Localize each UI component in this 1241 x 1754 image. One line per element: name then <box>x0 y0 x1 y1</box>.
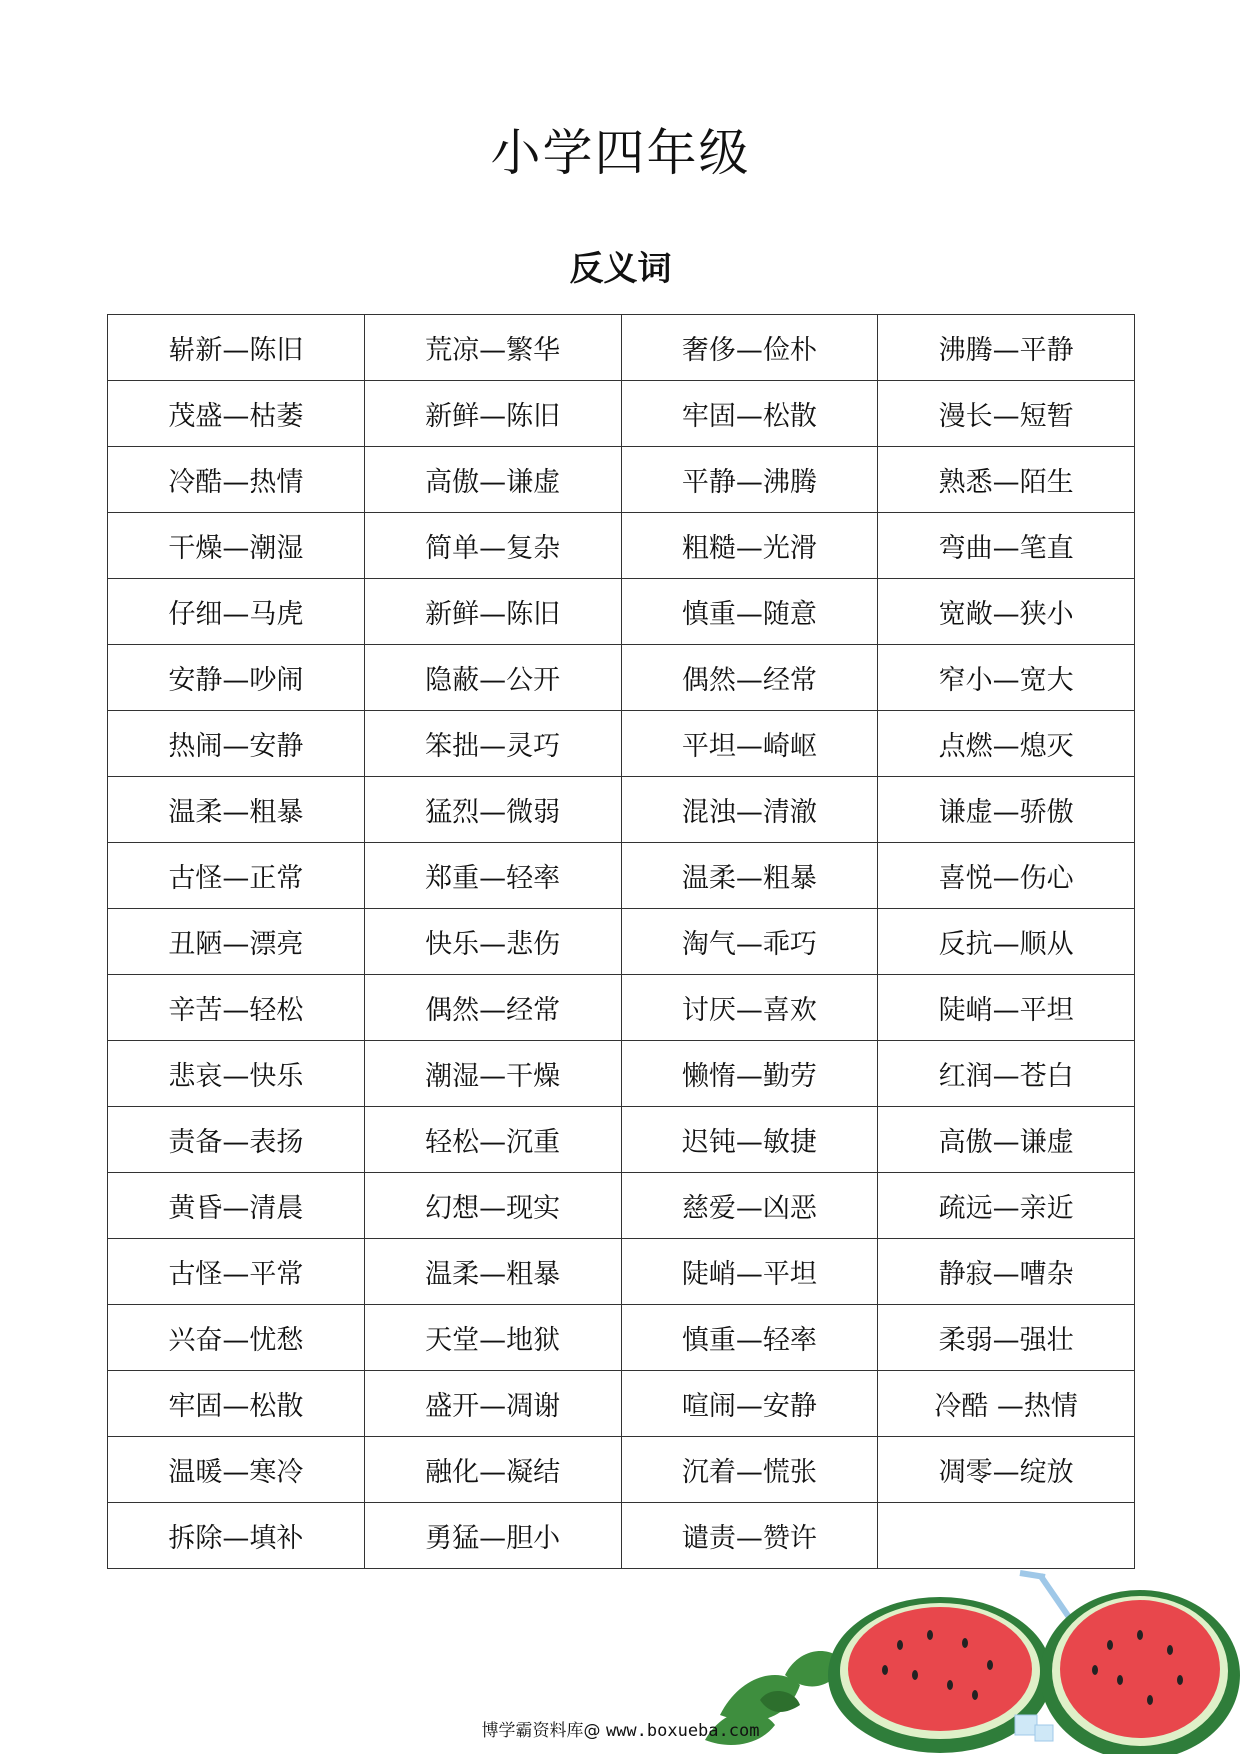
antonym-pair-cell: 干燥—潮湿 <box>108 513 365 579</box>
antonym-pair-cell: 反抗—顺从 <box>878 909 1135 975</box>
table-row <box>108 975 1135 1041</box>
antonym-pair-cell: 慎重—随意 <box>621 579 878 645</box>
antonym-pair-cell: 热闹—安静 <box>108 711 365 777</box>
antonym-pair-cell: 迟钝—敏捷 <box>621 1107 878 1173</box>
antonym-pair-cell: 轻松—沉重 <box>364 1107 621 1173</box>
antonym-pair-cell: 陡峭—平坦 <box>878 975 1135 1041</box>
antonym-pair-cell: 高傲—谦虚 <box>878 1107 1135 1173</box>
table-row <box>108 1305 1135 1371</box>
antonym-pair-cell: 谦虚—骄傲 <box>878 777 1135 843</box>
antonym-pair-cell: 辛苦—轻松 <box>108 975 365 1041</box>
table-row <box>108 513 1135 579</box>
antonym-pair-cell: 温柔—粗暴 <box>621 843 878 909</box>
table-row <box>108 315 1135 381</box>
antonym-pair-cell: 懒惰—勤劳 <box>621 1041 878 1107</box>
antonym-pair-cell: 勇猛—胆小 <box>364 1503 621 1569</box>
antonym-pair-cell: 冷酷 —热情 <box>878 1371 1135 1437</box>
table-row <box>108 1173 1135 1239</box>
antonym-pair-cell: 牢固—松散 <box>621 381 878 447</box>
antonym-pair-cell: 红润—苍白 <box>878 1041 1135 1107</box>
antonym-pair-cell: 混浊—清澈 <box>621 777 878 843</box>
antonym-pair-cell: 安静—吵闹 <box>108 645 365 711</box>
antonym-pair-cell: 冷酷—热情 <box>108 447 365 513</box>
antonym-pair-cell: 窄小—宽大 <box>878 645 1135 711</box>
antonym-pair-cell: 温柔—粗暴 <box>108 777 365 843</box>
antonym-pair-cell: 潮湿—干燥 <box>364 1041 621 1107</box>
table-row <box>108 447 1135 513</box>
antonym-pair-cell: 崭新—陈旧 <box>108 315 365 381</box>
antonym-pair-cell: 新鲜—陈旧 <box>364 381 621 447</box>
antonym-pair-cell: 猛烈—微弱 <box>364 777 621 843</box>
footer-site-name: 博学霸资料库 <box>481 1721 584 1741</box>
table-row <box>108 1041 1135 1107</box>
footer-at: @ <box>583 1721 601 1741</box>
antonym-pair-cell: 凋零—绽放 <box>878 1437 1135 1503</box>
antonym-pair-cell: 隐蔽—公开 <box>364 645 621 711</box>
antonym-pair-cell: 喧闹—安静 <box>621 1371 878 1437</box>
table-row <box>108 1107 1135 1173</box>
antonym-pair-cell: 平静—沸腾 <box>621 447 878 513</box>
footer-url: www.boxueba.com <box>605 1721 760 1741</box>
antonym-pair-cell: 拆除—填补 <box>108 1503 365 1569</box>
antonym-pair-cell: 静寂—嘈杂 <box>878 1239 1135 1305</box>
antonym-pair-cell: 陡峭—平坦 <box>621 1239 878 1305</box>
antonym-pair-cell: 温暖—寒冷 <box>108 1437 365 1503</box>
antonym-pair-cell: 沉着—慌张 <box>621 1437 878 1503</box>
antonym-pair-cell: 慎重—轻率 <box>621 1305 878 1371</box>
antonym-pair-cell: 古怪—平常 <box>108 1239 365 1305</box>
table-row <box>108 645 1135 711</box>
antonym-pair-cell: 黄昏—清晨 <box>108 1173 365 1239</box>
table-row <box>108 909 1135 975</box>
antonym-pair-cell: 粗糙—光滑 <box>621 513 878 579</box>
antonym-pair-cell: 偶然—经常 <box>621 645 878 711</box>
antonym-pair-cell: 郑重—轻率 <box>364 843 621 909</box>
antonym-pair-cell: 弯曲—笔直 <box>878 513 1135 579</box>
antonym-pair-cell: 淘气—乖巧 <box>621 909 878 975</box>
antonym-pair-cell: 幻想—现实 <box>364 1173 621 1239</box>
table-row <box>108 777 1135 843</box>
table-row <box>108 711 1135 777</box>
page-title: 小学四年级 <box>490 124 751 182</box>
antonym-pair-cell: 讨厌—喜欢 <box>621 975 878 1041</box>
table-row <box>108 1503 1135 1569</box>
antonym-pair-cell: 牢固—松散 <box>108 1371 365 1437</box>
antonym-pair-cell: 笨拙—灵巧 <box>364 711 621 777</box>
antonym-pair-cell: 丑陋—漂亮 <box>108 909 365 975</box>
antonym-pair-cell: 简单—复杂 <box>364 513 621 579</box>
antonym-pair-cell: 平坦—崎岖 <box>621 711 878 777</box>
antonym-pair-cell: 宽敞—狭小 <box>878 579 1135 645</box>
antonym-pair-cell: 偶然—经常 <box>364 975 621 1041</box>
antonym-pair-cell: 责备—表扬 <box>108 1107 365 1173</box>
antonym-pair-cell: 兴奋—忧愁 <box>108 1305 365 1371</box>
antonym-pair-cell: 疏远—亲近 <box>878 1173 1135 1239</box>
antonym-pair-cell: 快乐—悲伤 <box>364 909 621 975</box>
antonym-pair-cell: 荒凉—繁华 <box>364 315 621 381</box>
table-row <box>108 1371 1135 1437</box>
antonym-pair-cell: 悲哀—快乐 <box>108 1041 365 1107</box>
antonym-pair-cell: 融化—凝结 <box>364 1437 621 1503</box>
antonym-pair-cell: 茂盛—枯萎 <box>108 381 365 447</box>
antonym-pair-cell: 喜悦—伤心 <box>878 843 1135 909</box>
antonym-pair-cell: 温柔—粗暴 <box>364 1239 621 1305</box>
antonym-pair-cell: 漫长—短暂 <box>878 381 1135 447</box>
table-row <box>108 1437 1135 1503</box>
table-row <box>108 1239 1135 1305</box>
antonym-pair-cell: 沸腾—平静 <box>878 315 1135 381</box>
table-row <box>108 579 1135 645</box>
antonym-pair-cell: 谴责—赞许 <box>621 1503 878 1569</box>
antonym-table <box>107 314 1135 1569</box>
antonym-pair-cell: 点燃—熄灭 <box>878 711 1135 777</box>
footer-watermark <box>0 1723 1241 1740</box>
antonym-pair-cell: 新鲜—陈旧 <box>364 579 621 645</box>
table-row <box>108 381 1135 447</box>
antonym-pair-cell <box>878 1503 1135 1569</box>
antonym-pair-cell: 柔弱—强壮 <box>878 1305 1135 1371</box>
antonym-pair-cell: 仔细—马虎 <box>108 579 365 645</box>
antonym-pair-cell: 盛开—凋谢 <box>364 1371 621 1437</box>
antonym-pair-cell: 高傲—谦虚 <box>364 447 621 513</box>
table-row <box>108 843 1135 909</box>
section-title: 反义词 <box>569 249 672 289</box>
antonym-pair-cell: 古怪—正常 <box>108 843 365 909</box>
antonym-pair-cell: 天堂—地狱 <box>364 1305 621 1371</box>
antonym-pair-cell: 奢侈—俭朴 <box>621 315 878 381</box>
antonym-pair-cell: 熟悉—陌生 <box>878 447 1135 513</box>
antonym-pair-cell: 慈爱—凶恶 <box>621 1173 878 1239</box>
